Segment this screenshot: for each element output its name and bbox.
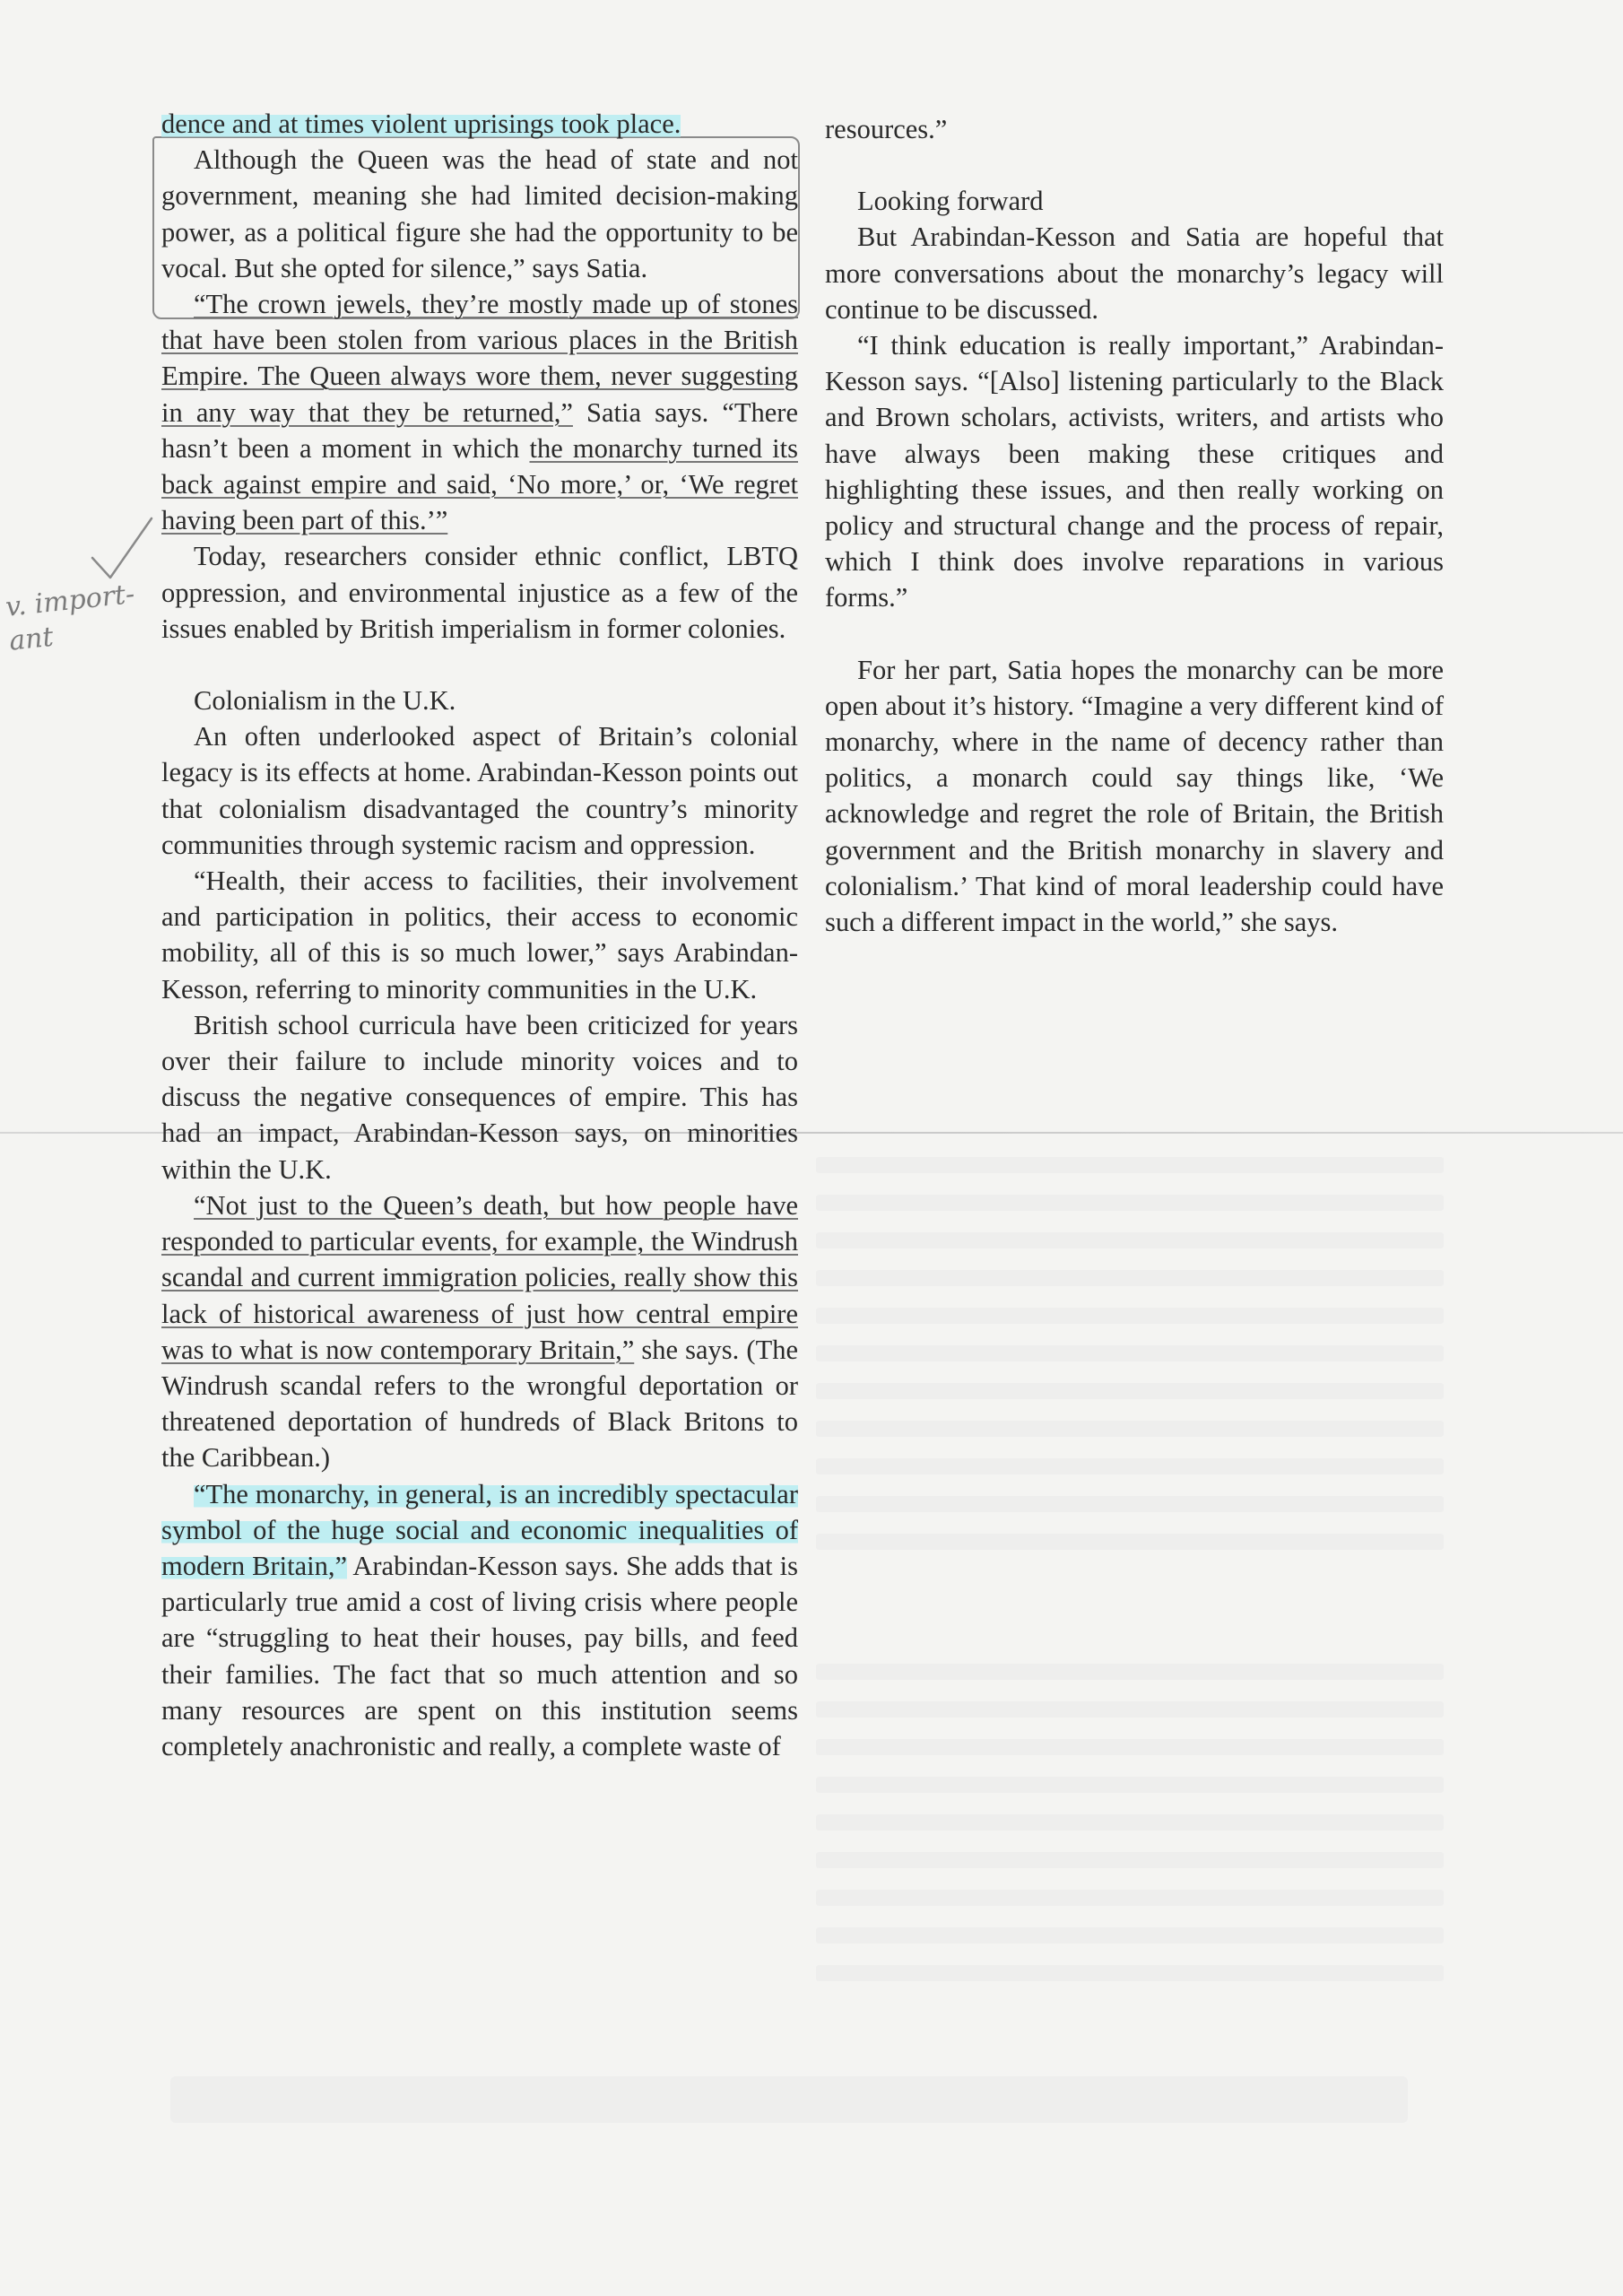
text-run: “I think education is really important,” Arabindan-Kesson says. “[Also] listening particularly to the Black and Brown scholars, activists, writers, and artists who have always been making these critiques and highlighting these issues, and then really working on policy and structural change and the process of repair, which I think does involve reparations in various forms.” — [825, 330, 1444, 613]
paragraph — [825, 111, 1444, 147]
show-through-title — [170, 2076, 1408, 2123]
underlined-text: “The crown jewels, they’re mostly made up of stones that have been stolen from various places in the British Empire. The Queen always wore them, never suggesting in any way that they be returned,” — [161, 289, 798, 428]
text-run: For her part, Satia hopes the monarchy can be more open about it’s history. “Imagine a very different kind of monarchy, where in the name of decency rather than politics, a monarch could say things like, ‘We acknowledge and regret the role of Britain, the British government and the British monarchy in slavery and colonialism.’ That kind of moral leadership could have such a different impact in the world,” she says. — [825, 654, 1444, 938]
paragraph — [161, 106, 798, 142]
text-run: But Arabindan-Kesson and Satia are hopeful that more conversations about the monarchy’s legacy will continue to be discussed. — [825, 222, 1444, 325]
text-run: Arabindan-Kesson says. She adds that is particularly true amid a cost of living crisis where people are “struggling to heat their houses, pay bills, and feed their families. The fact that so much attention and so many resources are spent on this institution seems completely anachronistic and really, a complete waste of — [161, 1550, 798, 1761]
paragraph — [161, 286, 798, 538]
show-through-line — [816, 1534, 1444, 1550]
show-through-line — [816, 1308, 1444, 1324]
section-heading — [825, 183, 1444, 219]
text-run: An often underlooked aspect of Britain’s colonial legacy is its effects at home. Arabindan-Kesson points out that colonialism disadvantaged the country’s minority communities through systemic racism and oppression. — [161, 721, 798, 860]
paragraph — [161, 1007, 798, 1187]
text-run: Satia says. “There hasn’t been a moment in which — [161, 396, 798, 464]
text-run: resources.” — [825, 114, 948, 144]
show-through-line — [816, 1965, 1444, 1981]
show-through-line — [816, 1345, 1444, 1361]
show-through-line — [816, 1814, 1444, 1831]
paragraph — [161, 1187, 798, 1476]
show-through-line — [816, 1777, 1444, 1793]
section-heading — [161, 683, 798, 718]
text-run: Looking forward — [857, 186, 1044, 217]
paragraph — [161, 142, 798, 286]
paragraph-spacer — [825, 616, 1444, 652]
checkmark-icon — [85, 513, 157, 585]
show-through-line — [816, 1458, 1444, 1474]
paragraph — [825, 652, 1444, 941]
text-run: “Health, their access to facilities, their involvement and participation in politics, their access to economic mobility, all of this is so much lower,” says Arabindan-Kesson, referring to minority communities in the U.K. — [161, 865, 798, 1004]
paragraph — [161, 863, 798, 1007]
show-through-line — [816, 1739, 1444, 1755]
underlined-text: the monarchy turned its back against empire and said, ‘No more,’ or, ‘We regret having been part of this.’” — [161, 432, 798, 536]
paragraph — [825, 219, 1444, 327]
text-run: she says. (The Windrush scandal refers to the wrongful deportation or threatened deportation of hundreds of Black Britons to the Caribbean.) — [161, 1334, 798, 1474]
left-column — [161, 106, 798, 1764]
show-through-line — [816, 1270, 1444, 1286]
paragraph — [161, 718, 798, 863]
show-through-line — [816, 1890, 1444, 1906]
show-through-line — [816, 1195, 1444, 1211]
show-through-line — [816, 1383, 1444, 1399]
highlighted-text: dence and at times violent uprisings took place. — [161, 109, 681, 139]
show-through-line — [816, 1496, 1444, 1512]
text-run: British school curricula have been criticized for years over their failure to include minority voices and to discuss the negative consequences of empire. This has had an impact, Arabindan-Kesson says, on minorities within the U.K. — [161, 1009, 798, 1185]
right-column — [825, 111, 1444, 940]
show-through-line — [816, 1701, 1444, 1718]
margin-note: v. import- ant — [4, 578, 136, 657]
show-through-line — [816, 1157, 1444, 1173]
highlighted-text: “The monarchy, in general, is an incredibly spectacular symbol of the huge social and economic inequalities of modern Britain,” — [161, 1478, 798, 1581]
paragraph-spacer — [825, 147, 1444, 183]
text-run: Although the Queen was the head of state and not government, meaning she had limited decision-making power, as a political figure she had the opportunity to be vocal. But she opted for silence,” says Satia. — [161, 144, 798, 283]
paragraph-spacer — [161, 647, 798, 683]
paragraph — [825, 327, 1444, 616]
underlined-text: “Not just to the Queen’s death, but how people have responded to particular events, for example, the Windrush scandal and current immigration policies, really show this lack of historical awareness of just how central empire was to what is now contemporary Britain,” — [161, 1189, 798, 1365]
text-run: Today, researchers consider ethnic conflict, LBTQ oppression, and environmental injustice as a few of the issues enabled by British imperialism in former colonies. — [161, 541, 798, 644]
show-through-line — [816, 1852, 1444, 1868]
show-through-line — [816, 1232, 1444, 1248]
show-through-line — [816, 1421, 1444, 1437]
text-run: Colonialism in the U.K. — [194, 685, 456, 717]
show-through-line — [816, 1927, 1444, 1944]
show-through-line — [816, 1664, 1444, 1680]
paragraph — [161, 538, 798, 647]
paragraph — [161, 1476, 798, 1765]
